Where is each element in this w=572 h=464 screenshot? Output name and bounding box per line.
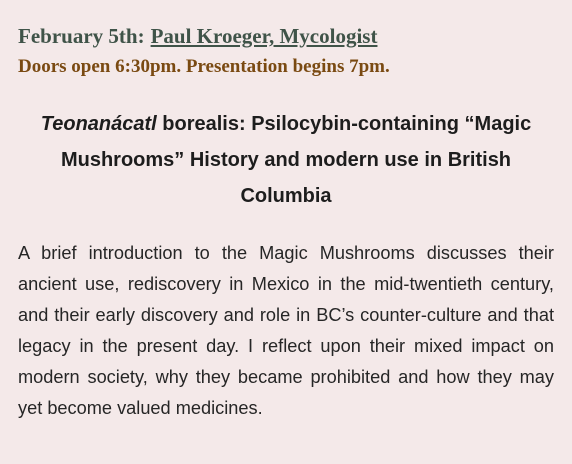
talk-title-italic: Teonanácatl [40,113,157,135]
talk-title [22,106,550,214]
event-date: February 5th: [18,24,145,48]
talk-description: A brief introduction to the Magic Mushrooms discusses their ancient use, rediscovery in Mexico in the mid-twentieth century, and their early discovery and role in BC’s counter-culture and that legacy in the present day. I reflect upon their mixed impact on modern society, why they became prohibited and how they may yet become valued medicines. [18,243,554,418]
talk-title-rest: borealis: Psilocybin-containing “Magic Mushrooms” History and modern use in British Columbia [60,113,532,207]
event-date-line [18,22,554,50]
doors-time: Doors open 6:30pm. Presentation begins 7pm. [18,56,390,77]
speaker-link[interactable]: Paul Kroeger, Mycologist [150,24,378,48]
